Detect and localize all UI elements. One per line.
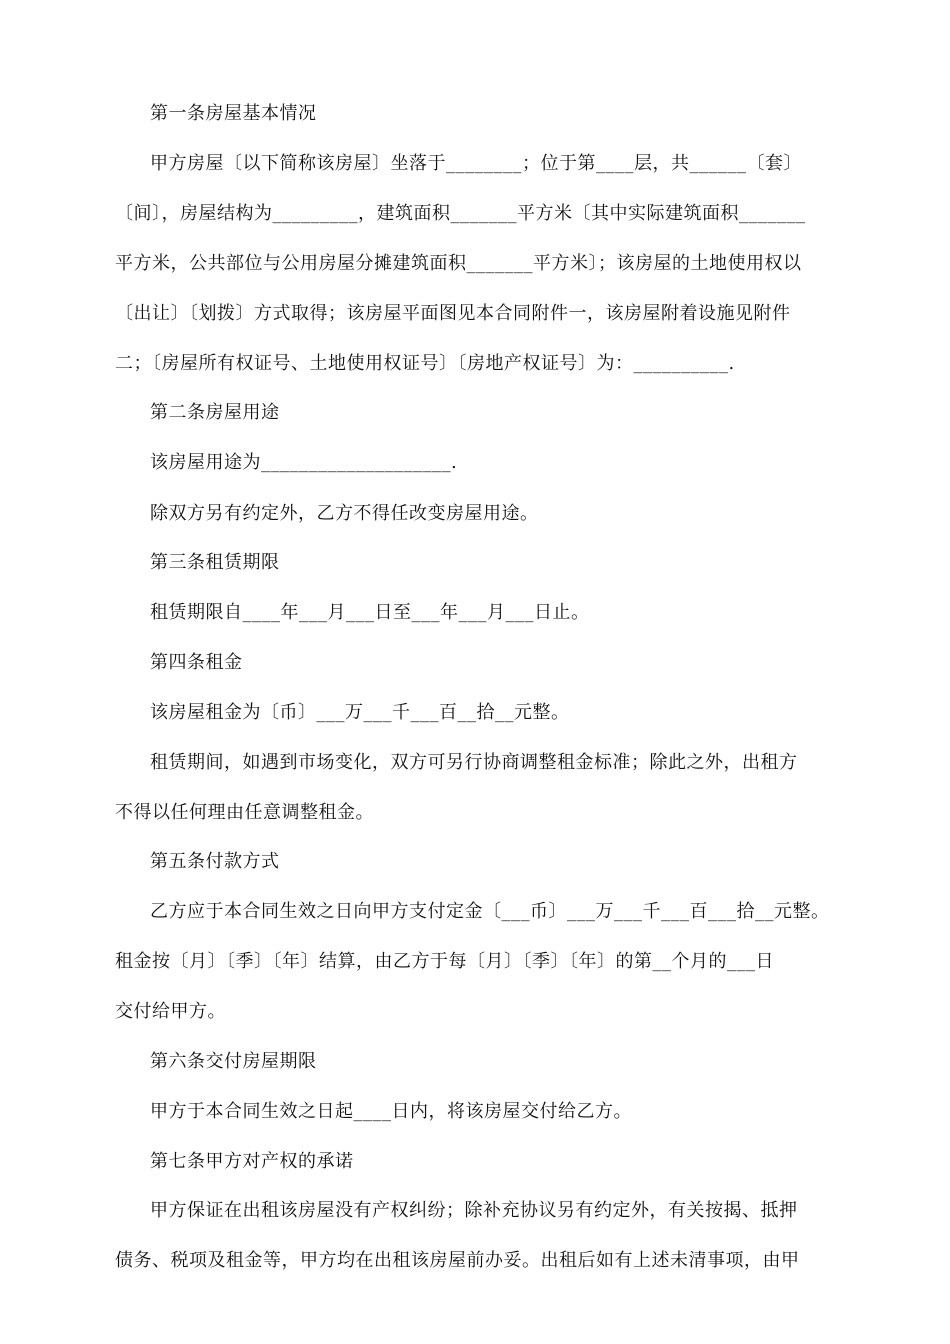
paragraph-line: 二；〔房屋所有权证号、土地使用权证号〕〔房地产权证号〕为：__________.	[115, 353, 735, 374]
paragraph-line: 该房屋租金为〔币〕___万___千___百__拾__元整。	[150, 702, 570, 723]
paragraph-line: 甲方房屋〔以下简称该房屋〕坐落于________；位于第____层，共______〔套〕	[150, 153, 802, 174]
paragraph-line: 乙方应于本合同生效之日向甲方支付定金〔___币〕___万___千___百___拾__元整。	[150, 901, 830, 922]
article-3-heading: 第三条租赁期限	[150, 552, 280, 573]
article-5-heading: 第五条付款方式	[150, 851, 280, 872]
paragraph-line: 租金按〔月〕〔季〕〔年〕结算，由乙方于每〔月〕〔季〕〔年〕的第__个月的___日	[115, 951, 774, 972]
paragraph-line: 租赁期限自____年___月___日至___年___月___日止。	[150, 602, 590, 623]
paragraph-line: 交付给甲方。	[115, 1001, 226, 1022]
article-4-heading: 第四条租金	[150, 652, 243, 673]
article-2-heading: 第二条房屋用途	[150, 402, 280, 423]
paragraph-line: 〔间〕，房屋结构为_________，建筑面积_______平方米〔其中实际建筑面积_______	[115, 203, 806, 224]
paragraph-line: 租赁期间，如遇到市场变化，双方可另行协商调整租金标准；除此之外，出租方	[150, 752, 798, 773]
paragraph-line: 不得以任何理由任意调整租金。	[115, 802, 374, 823]
article-6-heading: 第六条交付房屋期限	[150, 1051, 317, 1072]
article-1-heading: 第一条房屋基本情况	[150, 103, 317, 124]
paragraph-line: 该房屋用途为____________________.	[150, 452, 458, 473]
paragraph-line: 甲方保证在出租该房屋没有产权纠纷；除补充协议另有约定外，有关按揭、抵押	[150, 1200, 798, 1221]
paragraph-line: 〔出让〕〔划拨〕方式取得；该房屋平面图见本合同附件一，该房屋附着设施见附件	[115, 303, 791, 324]
paragraph-line: 甲方于本合同生效之日起____日内，将该房屋交付给乙方。	[150, 1101, 632, 1122]
paragraph-line: 除双方另有约定外，乙方不得任改变房屋用途。	[150, 503, 539, 524]
paragraph-line: 债务、税项及租金等，甲方均在出租该房屋前办妥。出租后如有上述未清事项，由甲	[115, 1250, 800, 1271]
article-7-heading: 第七条甲方对产权的承诺	[150, 1151, 354, 1172]
paragraph-line: 平方米，公共部位与公用房屋分摊建筑面积_______平方米〕；该房屋的土地使用权以	[115, 253, 802, 274]
